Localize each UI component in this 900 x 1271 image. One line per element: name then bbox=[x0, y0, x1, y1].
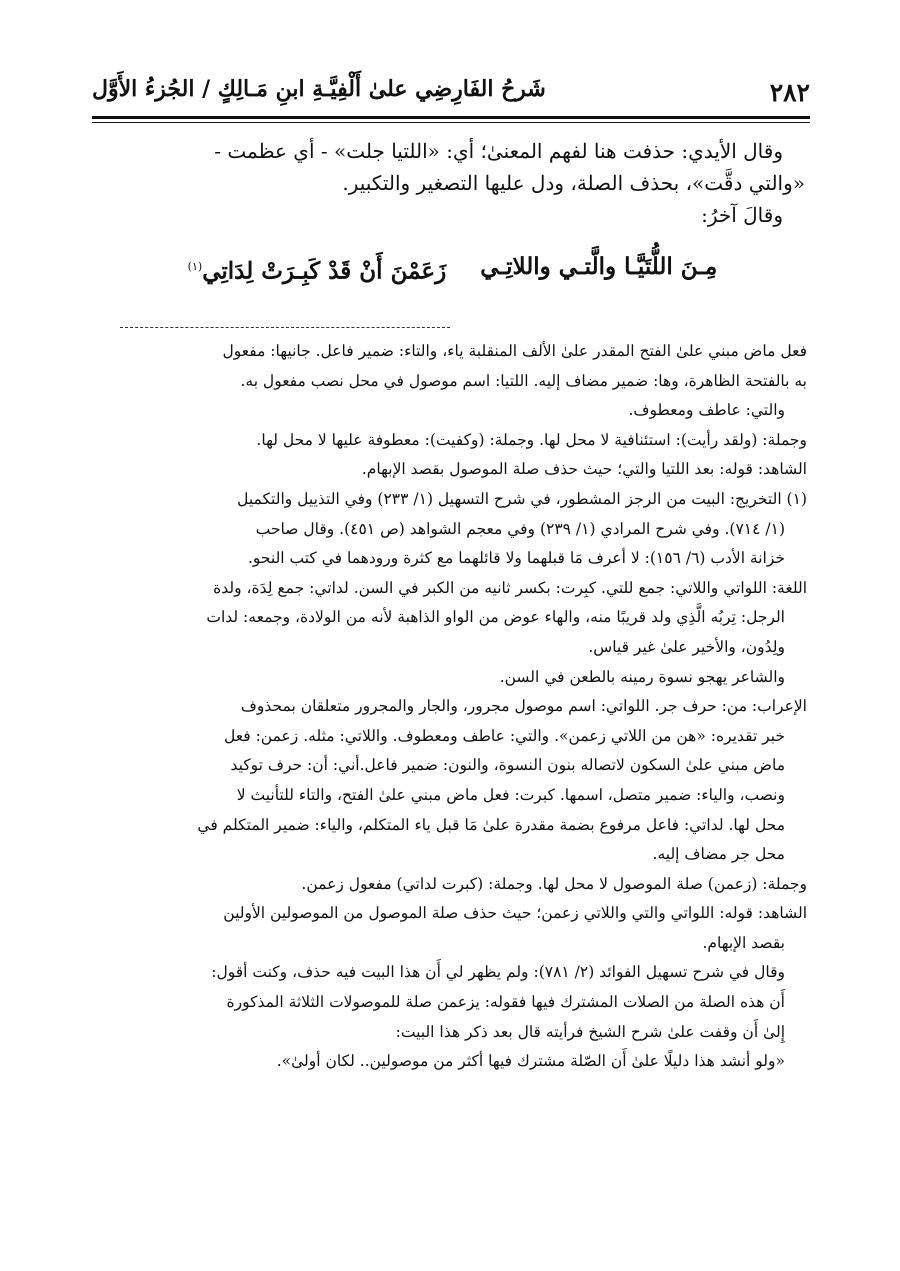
note-line: محل لها. لداتي: فاعل مرفوع بضمة مقدرة علىٰ مَا قبل ياء المتكلم، والياء: ضمير المتكلم في bbox=[197, 815, 785, 834]
note-line: (١) التخريج: البيت من الرجز المشطور، في شرح التسهيل (١/ ٢٣٣) وفي التذييل والتكميل bbox=[237, 489, 807, 508]
main-line: وقالَ آخرُ: bbox=[701, 203, 783, 227]
note-line: اللغة: اللواتي واللاتي: جمع للتي. كبِرت: بكسر ثانيه من الكبر في السن. لداتي: جمع لِدَة، ولدة bbox=[213, 578, 807, 597]
note-line: «ولو أنشد هذا دليلًا علىٰ أَن الصّلة مشترك فيها أكثر من موصولين.. لكان أولىٰ». bbox=[276, 1052, 785, 1071]
footnote-marker: (١) bbox=[187, 260, 203, 273]
verse-second-hemistich bbox=[188, 251, 447, 288]
header-rule-thick bbox=[92, 116, 810, 119]
note-line: والتي: عاطف ومعطوف. bbox=[628, 401, 785, 420]
poetry-verse bbox=[100, 251, 805, 288]
note-line: به بالفتحة الظاهرة، وها: ضمير مضاف إليه. اللتيا: اسم موصول في محل نصب مفعول به. bbox=[240, 371, 807, 390]
main-line: «والتي دقَّت»، بحذف الصلة، ودل عليها التصغير والتكبير. bbox=[342, 171, 805, 195]
note-line: وجملة: (ولقد رأيت): استئنافية لا محل لها. وجملة: (وكفيت): معطوفة عليها لا محل لها. bbox=[256, 430, 807, 449]
note-line: الشاهد: قوله: اللواتي والتي واللاتي زعمن؛ حيث حذف صلة الموصول من الموصولين الأولين bbox=[223, 904, 807, 923]
note-line: أَن هذه الصلة من الصلات المشترك فيها فقوله: يزعمن صلة للموصولات الثلاثة المذكورة bbox=[226, 993, 785, 1012]
note-line: محل جر مضاف إليه. bbox=[652, 845, 785, 864]
running-title: شَرحُ الفَارِضِي علىٰ أَلْفِيَّـةِ ابنِ مَـالِكٍ / الجُزءُ الأَوَّل bbox=[92, 76, 546, 102]
note-line: وقال في شرح تسهيل الفوائد (٢/ ٧٨١): ولم يظهر لي أَن هذا البيت فيه حذف، وكنت أقول: bbox=[211, 963, 785, 982]
header-rule-thin bbox=[92, 122, 810, 123]
note-line: خبر تقديره: «هن من اللاتي زعمن». والتي: عاطف ومعطوف. واللاتي: مثله. زعمن: فعل bbox=[224, 726, 785, 745]
note-line: ولِدُون، والأخير علىٰ غير قياس. bbox=[588, 637, 785, 656]
page-header bbox=[92, 72, 810, 112]
note-line: الإعراب: من: حرف جر. اللواتي: اسم موصول مجرور، والجار والمجرور متعلقان بمحذوف bbox=[240, 697, 807, 716]
note-line: ونصب، والياء: ضمير متصل، اسمها. كبرت: فعل ماض مبني علىٰ الفتح، والتاء للتأنيث لا bbox=[236, 785, 785, 804]
note-line: (١/ ٧١٤). وفي شرح المرادي (١/ ٢٣٩) وفي معجم الشواهد (ص ٤٥١). وقال صاحب bbox=[255, 519, 785, 538]
page-number: ٢٨٢ bbox=[769, 78, 810, 107]
note-line: إِلىٰ أَن وقفت علىٰ شرح الشيخ فرأيته قال بعد ذكر هذا البيت: bbox=[395, 1022, 785, 1041]
footnotes bbox=[95, 337, 807, 1077]
note-line: فعل ماض مبني علىٰ الفتح المقدر علىٰ الألف المنقلبة ياء، والتاء: ضمير فاعل. جانيها: مفعول bbox=[222, 342, 807, 360]
note-line: بقصد الإبهام. bbox=[702, 933, 785, 952]
verse-first-hemistich: مِـنَ اللُّتَيَّـا والَّتـي واللاتِـي bbox=[480, 253, 718, 280]
main-text bbox=[100, 135, 805, 288]
footnote-separator bbox=[120, 327, 450, 328]
note-line: الشاهد: قوله: بعد اللتيا والتي؛ حيث حذف صلة الموصول بقصد الإبهام. bbox=[361, 460, 807, 479]
note-line: ماض مبني علىٰ السكون لاتصاله بنون النسوة، والنون: ضمير فاعل.أني: أن: حرف توكيد bbox=[230, 756, 785, 775]
note-line: الرجل: تِربُه الَّذِي ولد قريبًا منه، والهاء عوض من الواو الذاهبة لأنه من الولادة، وجمعه: لدات bbox=[206, 608, 785, 627]
note-line: خزانة الأدب (٦/ ١٥٦): لا أعرف مَا قبلهما ولا قائلهما مع كثرة ورودهما في كتب النحو. bbox=[247, 549, 785, 568]
note-line: والشاعر يهجو نسوة رمينه بالطعن في السن. bbox=[499, 667, 785, 686]
verse-second-text: زَعَمْنَ أَنْ قَدْ كَبِـرَتْ لِدَاتِي bbox=[202, 257, 447, 285]
note-line: وجملة: (زعمن) صلة الموصول لا محل لها. وجملة: (كبرت لداتي) مفعول زعمن. bbox=[301, 874, 807, 893]
main-line: وقال الأيدي: حذفت هنا لفهم المعنىٰ؛ أي: «اللتيا جلت» - أي عظمت - bbox=[214, 139, 783, 163]
